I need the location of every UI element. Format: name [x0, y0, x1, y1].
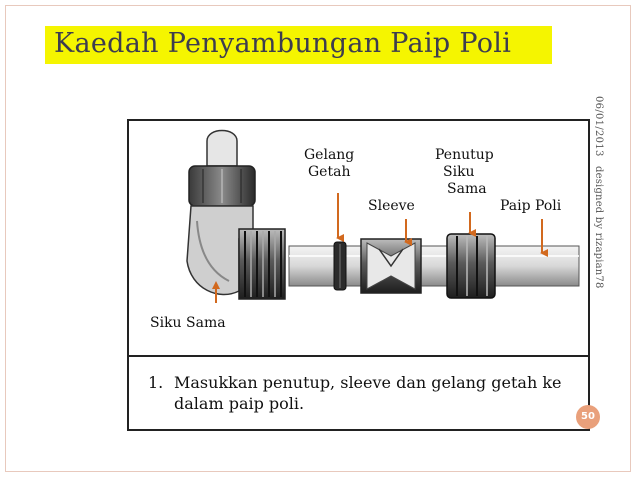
- caption-divider: [127, 355, 590, 357]
- label-penutup-line1: Penutup: [435, 147, 494, 163]
- label-penutup-line2: Siku: [443, 164, 475, 180]
- label-siku-sama: Siku Sama: [150, 315, 226, 331]
- step-instruction: Masukkan penutup, sleeve dan gelang getah ke dalam paip poli.: [174, 373, 562, 413]
- sleeve-part: [361, 239, 421, 293]
- label-gelang-getah-line1: Gelang: [304, 147, 355, 163]
- label-paip-poli: Paip Poli: [500, 198, 562, 214]
- rubber-ring: [334, 242, 346, 290]
- label-penutup-line3: Sama: [447, 181, 487, 197]
- step-number: 1.: [148, 373, 164, 392]
- label-sleeve: Sleeve: [368, 198, 415, 214]
- slide-credit: designed by rizapian78: [593, 166, 604, 289]
- cap-nut: [447, 234, 495, 298]
- poly-pipe: [289, 246, 579, 286]
- slide-title: Kaedah Penyambungan Paip Poli: [54, 28, 512, 59]
- label-gelang-getah: [304, 147, 354, 181]
- page-number-badge: 50: [576, 405, 600, 429]
- elbow-fitting: [187, 131, 285, 300]
- slide-date: 06/01/2013: [593, 96, 604, 157]
- label-penutup-siku-sama: [435, 147, 494, 198]
- label-gelang-getah-line2: Getah: [308, 164, 351, 180]
